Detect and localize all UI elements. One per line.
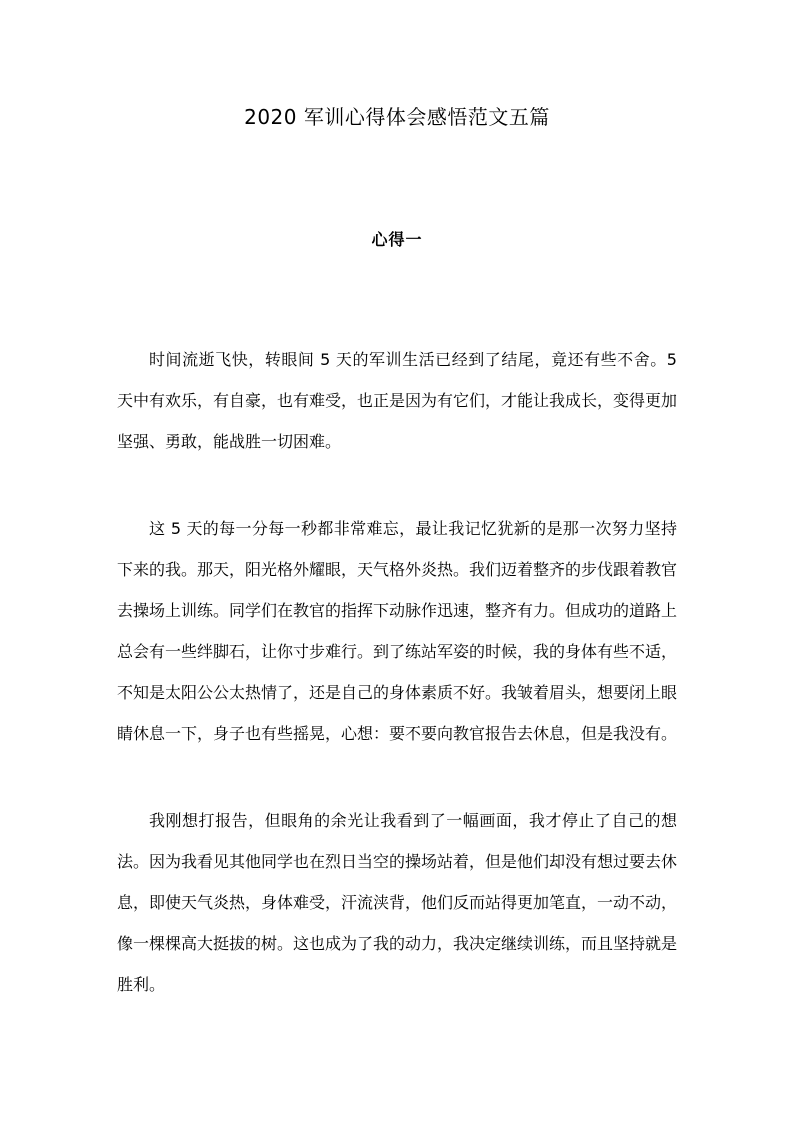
- document-title: 2020 军训心得体会感悟范文五篇: [244, 105, 550, 129]
- paragraph: 我刚想打报告，但眼角的余光让我看到了一幅画面，我才停止了自己的想法。因为我看见其他同学也在烈日当空的操场站着，但是他们却没有想过要去休息，即使天气炎热，身体难受，汗流浃背，他们反而站得更加笔直，一动不动，像一棵棵高大挺拔的树。这也成为了我的动力，我决定继续训练，而且坚持就是胜利。: [117, 811, 678, 994]
- paragraph: 这 5 天的每一分每一秒都非常难忘，最让我记忆犹新的是那一次努力坚持下来的我。那天，阳光格外耀眼，天气格外炎热。我们迈着整齐的步伐跟着教官去操场上训练。同学们在教官的指挥下动脉作迅速，整齐有力。但成功的道路上总会有一些绊脚石，让你寸步难行。到了练站军姿的时候，我的身体有些不适，不知是太阳公公太热情了，还是自己的身体素质不好。我皱着眉头，想要闭上眼睛休息一下，身子也有些摇晃，心想：要不要向教官报告去休息，但是我没有。: [117, 519, 678, 743]
- paragraph: 时间流逝飞快，转眼间 5 天的军训生活已经到了结尾，竟还有些不舍。5 天中有欢乐，有自豪，也有难受，也正是因为有它们，才能让我成长，变得更加坚强、勇敢，能战胜一切困难。: [117, 350, 678, 451]
- section-heading: 心得一: [371, 230, 423, 249]
